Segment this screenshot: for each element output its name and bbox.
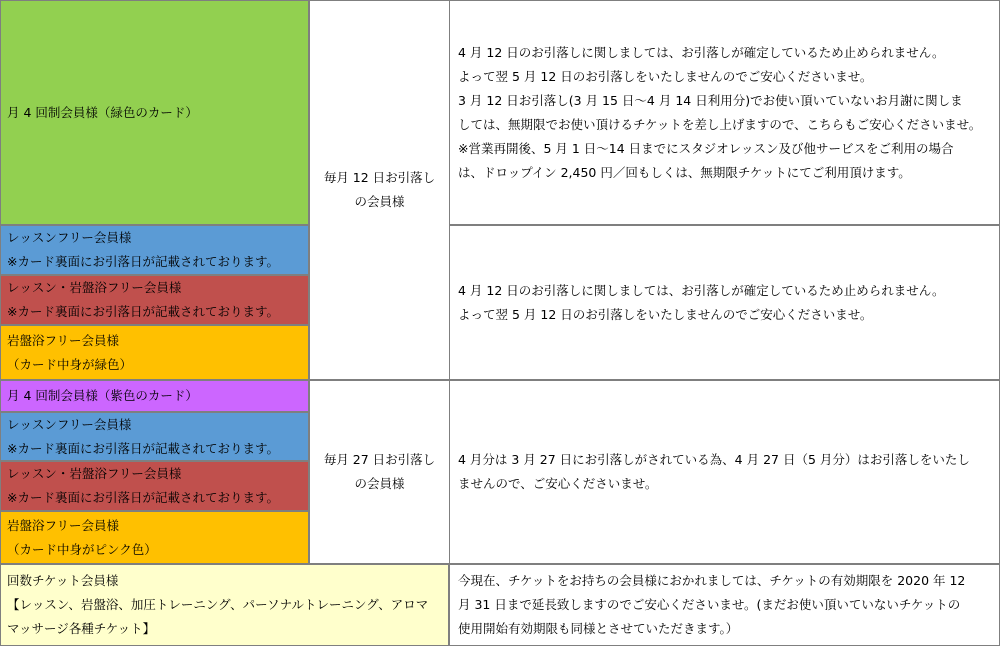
- cell-line: 岩盤浴フリー会員様: [7, 517, 120, 533]
- cell-line: 回数チケット会員様: [7, 573, 119, 588]
- cell-lesson-bath-free-2: [0, 461, 309, 511]
- cell-line: ※カード裏面にお引落日が記載されております。: [7, 304, 279, 319]
- cell-line: レッスンフリー会員様: [7, 230, 132, 245]
- cell-lesson-free-1: [0, 225, 309, 275]
- note-line: 4 月分は 3 月 27 日にお引落しがされている為、4 月 27 日（5 月分）はお引落しをいたし: [458, 452, 970, 467]
- cell-bath-free-1: [0, 325, 309, 380]
- note-line: ませんので、ご安心くださいませ。: [458, 476, 658, 491]
- cell-line: マッサージ各種チケット】: [7, 621, 156, 636]
- cell-lesson-bath-free-1: [0, 275, 309, 325]
- cell-line: 毎月 27 日お引落し: [323, 452, 436, 467]
- note-line: 3 月 12 日お引落し(3 月 15 日～4 月 14 日利用分)でお使い頂いていないお月謝に関しま: [458, 92, 963, 108]
- note-line: しては、無期限でお使い頂けるチケットを差し上げますので、こちらもご安心くださいませ。: [458, 116, 982, 132]
- cell-line: の会員様: [354, 476, 405, 491]
- note-line: ※営業再開後、5 月 1 日～14 日までにスタジオレッスン及び他サービスをご利用の場合: [458, 140, 954, 156]
- cell-note-2: [449, 225, 1000, 380]
- cell-note-4: [449, 564, 1000, 646]
- cell-line: の会員様: [354, 194, 405, 209]
- note-line: 4 月 12 日のお引落しに関しましては、お引落しが確定しているため止められません。: [458, 282, 945, 298]
- cell-line: ※カード裏面にお引落日が記載されております。: [7, 440, 279, 456]
- note-line: は、ドロップイン 2,450 円／回もしくは、無期限チケットにてご利用頂けます。: [458, 164, 911, 180]
- cell-line: レッスン・岩盤浴フリー会員様: [7, 466, 182, 481]
- cell-line: 岩盤浴フリー会員様: [7, 332, 120, 348]
- note-line: よって翌 5 月 12 日のお引落しをいたしませんのでご安心くださいませ。: [458, 306, 873, 322]
- cell-line: （カード中身が緑色）: [7, 356, 133, 372]
- cell-line: 毎月 12 日お引落し: [323, 170, 436, 185]
- cell-line: レッスン・岩盤浴フリー会員様: [7, 280, 182, 295]
- note-line: よって翌 5 月 12 日のお引落しをいたしませんのでご安心くださいませ。: [458, 68, 873, 84]
- note-line: 月 31 日まで延長致しますのでご安心くださいませ。(まだお使い頂いていないチケットの: [458, 597, 961, 612]
- cell-ticket: [0, 564, 449, 646]
- note-line: 使用開始有効期限も同様とさせていただきます。）: [458, 621, 739, 636]
- cell-line: レッスンフリー会員様: [7, 416, 132, 432]
- cell-line: 【レッスン、岩盤浴、加圧トレーニング、パーソナルトレーニング、アロマ: [7, 597, 429, 612]
- cell-monthly4-purple: [0, 380, 309, 412]
- cell-line: 月 4 回制会員様（緑色のカード）: [7, 104, 198, 120]
- cell-bath-free-2: [0, 511, 309, 564]
- cell-group-day27: [309, 380, 450, 564]
- cell-line: （カード中身がピンク色）: [7, 541, 157, 557]
- note-line: 4 月 12 日のお引落しに関しましては、お引落しが確定しているため止められません。: [458, 44, 945, 60]
- cell-group-day12: [309, 0, 450, 380]
- cell-line: ※カード裏面にお引落日が記載されております。: [7, 490, 279, 505]
- cell-line: 月 4 回制会員様（紫色のカード）: [7, 388, 198, 403]
- cell-note-1: [449, 0, 1000, 225]
- cell-lesson-free-2: [0, 412, 309, 461]
- cell-note-3: [449, 380, 1000, 564]
- cell-line: ※カード裏面にお引落日が記載されております。: [7, 254, 279, 269]
- cell-monthly4-green: [0, 0, 309, 225]
- note-line: 今現在、チケットをお持ちの会員様におかれましては、チケットの有効期限を 2020 年 12: [458, 573, 966, 588]
